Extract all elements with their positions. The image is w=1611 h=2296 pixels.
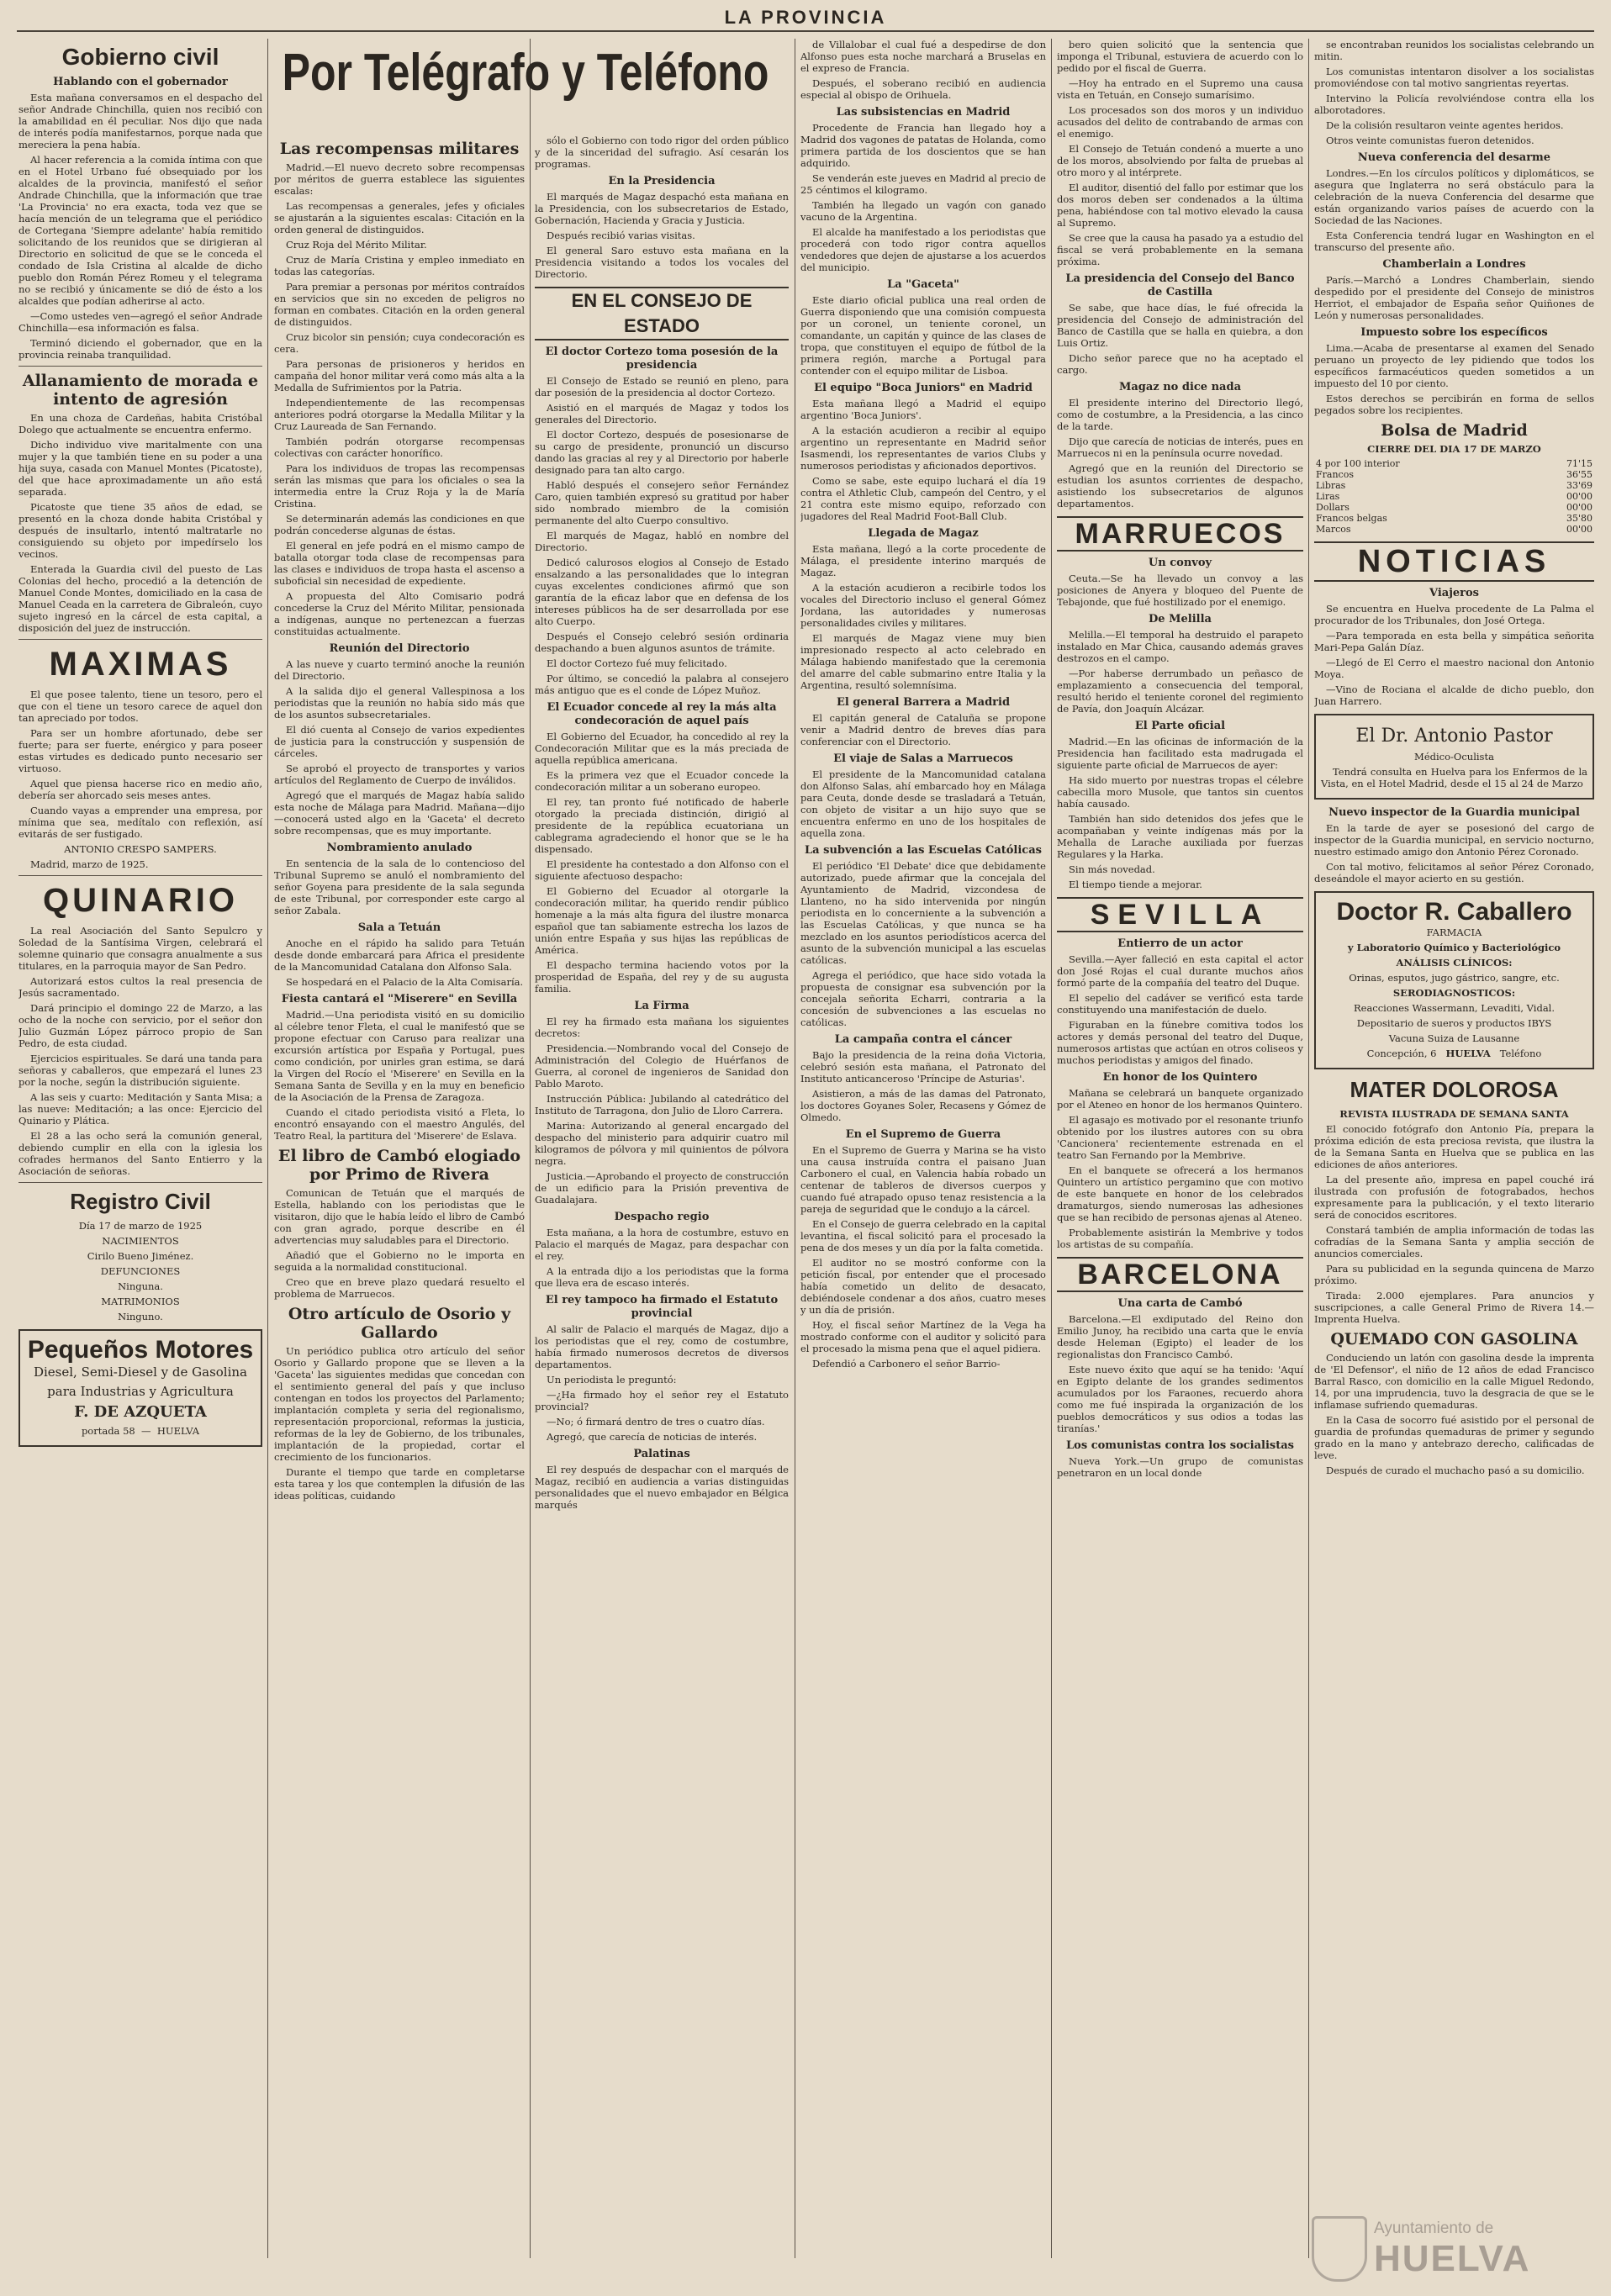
paragraph: De la colisión resultaron veinte agentes heridos. bbox=[1326, 119, 1564, 131]
paragraph: Hoy, el fiscal señor Martínez de la Vega ha mostrado conforme con el auditor y solicitó para el procesado la misma pena que el aquel pidiera. bbox=[800, 1319, 1046, 1354]
paragraph: Anoche en el rápido ha salido para Tetuán desde donde embarcará para Africa el presidente de la Mancomunidad Catalana don Alfonso Sala. bbox=[274, 937, 525, 973]
paragraph: Conduciendo un latón con gasolina desde la imprenta de 'El Defensor', el niño de 12 años de edad Francisco Barral Rasco, con domicilio en la calle Miguel Redondo, 14, por una imprudencia, tuvo la desgracia de que se le inflamase sufriendo quemaduras. bbox=[1314, 1352, 1594, 1411]
section-headline: MARRUECOS bbox=[1057, 516, 1303, 552]
article-headline: QUEMADO CON GASOLINA bbox=[1330, 1330, 1578, 1349]
paragraph: Después el Consejo celebró sesión ordinaria despachando a buen algunos asuntos de trámite. bbox=[535, 631, 789, 654]
paragraph: Madrid.—Una periodista visitó en su domicilio al célebre tenor Fleta, el cual le manifestó que se propone efectuar con Caruso para realizar una excursión artística por España y Portugal, pues como condición, por unirles gran estima, se dará la Virgen del Rocío el 'Miserere' en Sevilla en la Semana Santa de Sevilla y en la muy en beneficio de la Asociación de la Prensa de Zaragoza. bbox=[274, 1009, 525, 1103]
paragraph: A la estación acudieron a recibirle todos los vocales del Directorio incluso el general Gómez Jordana, las autoridades y numerosas personalidades civiles y militares. bbox=[800, 582, 1046, 629]
paragraph: Creo que en breve plazo quedará resuelto el problema de Marruecos. bbox=[274, 1276, 525, 1300]
paragraph: El que posee talento, tiene un tesoro, pero el que con el tiene un tesoro carece de aquel don tan apreciado por todos. bbox=[18, 689, 262, 724]
paragraph: El marqués de Magaz, habló en nombre del Directorio. bbox=[535, 530, 789, 553]
ad-footer-center: HUELVA bbox=[1445, 1048, 1491, 1059]
article-headline: El general Barrera a Madrid bbox=[836, 696, 1011, 709]
paragraph: En una choza de Cardeñas, habita Cristóbal Dolego que actualmente se encuentra enfermo. bbox=[18, 412, 262, 435]
paragraph: Cuando vayas a emprender una empresa, por mínima que sea, medítalo con reflexión, así evitarás de ser fustigado. bbox=[18, 805, 262, 840]
paragraph: A las seis y cuarto: Meditación y Santa Misa; a las nueve: Meditación; a las once: Ejercicio del Quinario y Plática. bbox=[18, 1091, 262, 1127]
column-5 bbox=[1057, 39, 1303, 2275]
paragraph: En el Consejo de guerra celebrado en la capital levantina, el fiscal solicitó para el procesado la pena de dos meses y un día por la falta cometida. bbox=[800, 1218, 1046, 1254]
paragraph: Cruz bicolor sin pensión; cuya condecoración es cera. bbox=[274, 331, 525, 355]
article-headline: La "Gaceta" bbox=[887, 278, 959, 291]
paragraph: Se aprobó el proyecto de transportes y varios artículos del Reglamento de Cuerpo de inválidos. bbox=[274, 763, 525, 786]
paragraph: El alcalde ha manifestado a los periodistas que procederá con todo rigor contra aquellos vendedores que dejen de ajustarse a los acuerdos del municipio. bbox=[800, 226, 1046, 273]
paragraph: El rey, tan pronto fué notificado de haberle otorgado la preciada distinción, dirigió al presidente de la república ecuatoriana un cablegrama agradeciendo el honor que se le ha dispensado. bbox=[535, 796, 789, 855]
paragraph: Por último, se concedió la palabra al consejero más antiguo que es el conde de López Muñoz. bbox=[535, 673, 789, 696]
paragraph: Después de curado el muchacho pasó a su domicilio. bbox=[1326, 1465, 1585, 1476]
paragraph: Para premiar a personas por méritos contraídos en servicios que sin no exceden de peligros no forman en combates. Citación en la orden general de distinguidos. bbox=[274, 281, 525, 328]
paragraph: El marqués de Magaz despachó esta mañana en la Presidencia, con los subsecretarios de Estado, Gobernación, Hacienda y Gracia y Justicia. bbox=[535, 191, 789, 226]
masthead bbox=[17, 7, 1594, 32]
bolsa-value: 36'55 bbox=[1566, 469, 1593, 480]
paragraph: Para su publicidad en la segunda quincena de Marzo próximo. bbox=[1314, 1263, 1594, 1286]
paragraph: Aquel que piensa hacerse rico en medio año, debería ser ahorcado seis meses antes. bbox=[18, 778, 262, 801]
paragraph: Constará también de amplia información de todas las cofradías de la Semana Santa y amplia sección de anuncios comerciales. bbox=[1314, 1224, 1594, 1259]
bolsa-label: Francos belgas bbox=[1316, 513, 1387, 524]
article-headline: Bolsa de Madrid bbox=[1381, 421, 1528, 440]
article-headline: QUINARIO bbox=[43, 882, 238, 919]
paragraph: El periódico 'El Debate' dice que debidamente autorizado, puede afirmar que la concejala del Ayuntamiento de Madrid, vizcondesa de Llanteno, no ha sido intervenida por ningún periodista en lo concerniente a la subvención a las Escuelas Católicas, y que nunca se ha mezclado en los asuntos periodísticos acerca del asunto de la subvención municipal a las escuelas católicas. bbox=[800, 860, 1046, 966]
ad-subtitle: FARMACIA bbox=[1426, 926, 1482, 938]
paragraph: El capitán general de Cataluña se propone venir a Madrid dentro de breves días para conferenciar con el Directorio. bbox=[800, 712, 1046, 747]
paragraph: —Llegó de El Cerro el maestro nacional don Antonio Moya. bbox=[1314, 657, 1594, 680]
article-headline: Una carta de Cambó bbox=[1117, 1297, 1243, 1310]
article-headline: Allanamiento de morada e intento de agresión bbox=[22, 372, 259, 409]
article-headline: La presidencia del Consejo del Banco de Castilla bbox=[1065, 272, 1295, 298]
paragraph: Sin más novedad. bbox=[1069, 863, 1155, 875]
paragraph: se encontraban reunidos los socialistas celebrando un mitin. bbox=[1314, 39, 1594, 62]
paragraph: Figuraban en la fúnebre comitiva todos los actores y demás personal del teatro del Duque, numerosos artistas que actúan en otros coliseos y muchos periodistas y amigos del finado. bbox=[1057, 1019, 1303, 1066]
paragraph: El tiempo tiende a mejorar. bbox=[1069, 879, 1202, 890]
column-rule bbox=[1308, 39, 1309, 2258]
ad-subtitle: Médico-Oculista bbox=[1414, 751, 1494, 763]
paragraph: Dará principio el domingo 22 de Marzo, a las ocho de la noche con servicio, por el señor don Julio Guzmán López párroco propio de San Pedro, de esta ciudad. bbox=[18, 1002, 262, 1049]
article-headline: Nuevo inspector de la Guardia municipal bbox=[1328, 806, 1580, 819]
article-headline: El Ecuador concede al rey la más alta condecoración de aquel país bbox=[547, 701, 777, 727]
paragraph: Londres.—En los círculos políticos y diplomáticos, se asegura que Inglaterra no será obstáculo para la celebración de la nueva Conferencia del desarme que están organizando varios países de acuerdo con la Sociedad de las Naciones. bbox=[1314, 167, 1594, 226]
ad-footer bbox=[1321, 1048, 1587, 1059]
article-headline: En el Supremo de Guerra bbox=[845, 1128, 1001, 1141]
paragraph: El Gobierno del Ecuador al otorgarle la condecoración militar, ha querido rendir público homenaje a la más alta figura del ilustre monarca español que tan sabiamente estrecha los lazos de unión entre España y sus hijas las repúblicas de América. bbox=[535, 885, 789, 956]
paragraph: El Gobierno del Ecuador, ha concedido al rey la Condecoración Militar que es la más preciada de aquella república americana. bbox=[535, 731, 789, 766]
article-headline: MAXIMAS bbox=[49, 646, 232, 683]
paragraph: El auditor no se mostró conforme con la petición fiscal, por entender que el procesado había cometido un delito de desacato, debiéndosele condenar a dos años, cuatro meses y un día de prisión. bbox=[800, 1257, 1046, 1316]
article-headline: Llegada de Magaz bbox=[868, 527, 979, 540]
article-headline: El equipo "Boca Juniors" en Madrid bbox=[814, 382, 1033, 394]
paragraph: Este diario oficial publica una real orden de Guerra disponiendo que una comisión compuesta por un coronel, un teniente coronel, un comandante, un capitán y quince de las clases de tropa, que constituyen el equipo de fútbol de la primera región, marche a Portugal para contender con el equipo militar de Lisboa. bbox=[800, 294, 1046, 377]
stamp-line-2: HUELVA bbox=[1374, 2238, 1531, 2279]
ad-title: Pequeños Motores bbox=[27, 1336, 254, 1364]
column-6 bbox=[1314, 39, 1594, 2275]
table-row bbox=[1314, 502, 1594, 513]
paragraph: Agrega el periódico, que hace sido votada la propuesta de consignar esa subvención por la concejala señorita Echarri, contraria a la concesión de subvenciones a las escuelas no católicas. bbox=[800, 969, 1046, 1028]
paragraph: También ha llegado un vagón con ganado vacuno de la Argentina. bbox=[800, 199, 1046, 223]
paragraph: de Villalobar el cual fué a despedirse de don Alfonso pues esta noche marchará a Bruselas en el expreso de Francia. bbox=[800, 39, 1046, 74]
paragraph: Justicia.—Aprobando el proyecto de construcción de un edificio para la Prisión preventiva de Guadalajara. bbox=[535, 1170, 789, 1206]
paragraph: Sevilla.—Ayer falleció en esta capital el actor don José Rojas el cual durante muchos años formó parte de la compañía del teatro del Duque. bbox=[1057, 953, 1303, 989]
paragraph: Marina: Autorizando al general encargado del despacho del ministerio para adquirir cuatro mil kilogramos de pólvora y mil quinientos de pólvora negra. bbox=[535, 1120, 789, 1167]
paragraph: Se encuentra en Huelva procedente de La Palma el procurador de los Tribunales, don José Ortega. bbox=[1314, 603, 1594, 626]
registry-value: Cirilo Bueno Jiménez. bbox=[87, 1250, 194, 1262]
article-headline: El viaje de Salas a Marruecos bbox=[833, 752, 1013, 765]
article-headline: Un convoy bbox=[1148, 557, 1212, 569]
section-headline: EN EL CONSEJO DE ESTADO bbox=[535, 287, 789, 340]
registry-label: DEFUNCIONES bbox=[100, 1265, 181, 1277]
article-headline: De Melilla bbox=[1149, 613, 1212, 625]
paragraph: Agregó que el marqués de Magaz había salido esta noche de Málaga para Madrid. Mañana—dijo—conocerá usted algo en la 'Gaceta' el decreto sobre recompensas, que es muy importante. bbox=[274, 789, 525, 837]
article-headline: En honor de los Quintero bbox=[1102, 1071, 1258, 1084]
section-headline: NOTICIAS bbox=[1314, 541, 1594, 582]
article-headline: La Firma bbox=[634, 1000, 689, 1012]
paragraph: Bajo la presidencia de la reina doña Victoria, celebró sesión esta mañana, el Patronato del Instituto anticanceroso 'Príncipe de Asturias'. bbox=[800, 1049, 1046, 1085]
paragraph: Como se sabe, este equipo luchará el día 19 contra el Athletic Club, campeón del Centro, y el 21 contra este mismo equipo, reforzado con jugadores del Real Madrid Foot-Ball Club. bbox=[800, 475, 1046, 522]
table-row bbox=[1314, 458, 1594, 469]
article-headline: Registro Civil bbox=[70, 1189, 211, 1214]
article-headline: Nombramiento anulado bbox=[326, 842, 473, 854]
paragraph: Asistió en el marqués de Magaz y todos los generales del Directorio. bbox=[535, 402, 789, 425]
paragraph: Terminó diciendo el gobernador, que en la provincia reinaba tranquilidad. bbox=[18, 337, 262, 361]
article-headline: Impuesto sobre los específicos bbox=[1360, 326, 1548, 339]
article-headline: Despacho regio bbox=[614, 1211, 710, 1223]
paragraph: Dijo que carecía de noticias de interés, pues en Marruecos ni en la península ocurre novedad. bbox=[1057, 435, 1303, 459]
paragraph: El auditor, disentió del fallo por estimar que los dos moros deben ser condenados a la última pena, habiéndose con tal motivo elevado la causa al Supremo. bbox=[1057, 182, 1303, 229]
paragraph: A la salida dijo el general Vallespinosa a los periodistas que la reunión no había sido más que de los asuntos subsecretariales. bbox=[274, 685, 525, 720]
table-row bbox=[1314, 513, 1594, 524]
paragraph: Habló después el consejero señor Fernández Caro, quien también expresó su gratitud por haber sido nombrado miembro de la comisión permanente del alto Cuerpo consultivo. bbox=[535, 479, 789, 526]
paragraph: El dió cuenta al Consejo de varios expedientes de justicia para la construcción y suspensión de cárceles. bbox=[274, 724, 525, 759]
paragraph: En el Supremo de Guerra y Marina se ha visto una causa instruída contra el paisano Juan Carbonero el cual, en Valencia había robado un centenar de tableros de diversos cuerpos y cuando fué atrapado opuso tenaz resistencia a la pareja de seguridad que le condujo a la cárcel. bbox=[800, 1144, 1046, 1215]
registry-label: NACIMIENTOS bbox=[102, 1235, 179, 1247]
paragraph: Dicho señor parece que no ha aceptado el cargo. bbox=[1057, 352, 1303, 376]
ad-footer-right: Teléfono bbox=[1499, 1048, 1542, 1059]
article-headline: MATER DOLOROSA bbox=[1350, 1077, 1559, 1102]
paragraph: En la Casa de socorro fué asistido por el personal de guardia de profundas quemaduras de primer y segundo grado en la mano y antebrazo derecho, calificadas de leve. bbox=[1314, 1414, 1594, 1461]
paragraph: También han sido detenidos dos jefes que le acompañaban y veinte indígenas más por la Mehalla de Larache auxiliada por fuerzas Regulares y la Harka. bbox=[1057, 813, 1303, 860]
bolsa-label: Liras bbox=[1316, 491, 1340, 502]
paragraph: Los procesados son dos moros y un individuo acusados del delito de contrabando de armas con el enemigo. bbox=[1057, 104, 1303, 140]
paragraph: Picatoste que tiene 35 años de edad, se presentó en la choza donde habita Cristóbal y después de insultarlo, intentó maltratarle no consiguiendo su objeto por impedírselo los vecinos. bbox=[18, 501, 262, 560]
paragraph: El sepelio del cadáver se verificó esta tarde constituyendo una manifestación de duelo. bbox=[1057, 992, 1303, 1016]
paragraph: Para personas de prisioneros y heridos en campaña del honor militar verá como más alta a la Medalla de Sufrimientos por la Patria. bbox=[274, 358, 525, 393]
article-headline: Las subsistencias en Madrid bbox=[836, 106, 1011, 119]
article-headline: Los comunistas contra los socialistas bbox=[1066, 1439, 1294, 1452]
paragraph: —Hoy ha entrado en el Supremo una causa vista en Tetuán, en Consejo sumarísimo. bbox=[1057, 77, 1303, 101]
paragraph: Cruz Roja del Mérito Militar. bbox=[286, 239, 427, 251]
section-headline: SEVILLA bbox=[1057, 897, 1303, 932]
paragraph: Esta mañana, llegó a la corte procedente de Málaga, el presidente interino marqués de Magaz. bbox=[800, 543, 1046, 578]
paragraph: El conocido fotógrafo don Antonio Pía, prepara la próxima edición de esta preciosa revista, que ilustra la de la Semana Santa en Huelva que se publica en las ediciones de años anteriores. bbox=[1314, 1123, 1594, 1170]
article-headline: El libro de Cambó elogiado por Primo de Rivera bbox=[277, 1147, 521, 1184]
article-headline: Otro artículo de Osorio y Gallardo bbox=[288, 1305, 511, 1342]
newspaper-title: LA PROVINCIA bbox=[724, 7, 887, 28]
paragraph: Independientemente de las recompensas anteriores podrá otorgarse la Medalla Militar y la Cruz Laureada de San Fernando. bbox=[274, 397, 525, 432]
bolsa-value: 00'00 bbox=[1566, 491, 1593, 502]
paragraph: En sentencia de la sala de lo contencioso del Tribunal Supremo se anuló el nombramiento del señor Goyena para presidente de la sala segunda de este Tribunal, por corresponder este cargo al señor Zabala. bbox=[274, 858, 525, 916]
bolsa-value: 00'00 bbox=[1566, 524, 1593, 535]
archive-stamp bbox=[1312, 2203, 1589, 2287]
paragraph: El general en jefe podrá en el mismo campo de batalla otorgar toda clase de recompensas para las clases e individuos de tropa hasta el ascenso a suboficial sin necesidad de expediente. bbox=[274, 540, 525, 587]
ad-line: Vacuna Suiza de Lausanne bbox=[1388, 1032, 1520, 1044]
article-headline: Nueva conferencia del desarme bbox=[1357, 151, 1551, 164]
paragraph: —Como ustedes ven—agregó el señor Andrade Chinchilla—esa información es falsa. bbox=[18, 310, 262, 334]
paragraph: Es la primera vez que el Ecuador concede la condecoración militar a un soberano europeo. bbox=[535, 769, 789, 793]
ad-title: El Dr. Antonio Pastor bbox=[1355, 726, 1553, 747]
paragraph: A la entrada dijo a los periodistas que la forma que lleva era de escaso interés. bbox=[535, 1265, 789, 1289]
bolsa-subheadline: CIERRE DEL DIA 17 DE MARZO bbox=[1367, 443, 1541, 455]
article-subheadline: Hablando con el gobernador bbox=[53, 76, 228, 88]
registry-value: Ninguno. bbox=[118, 1311, 163, 1322]
paragraph: Añadió que el Gobierno no le importa en seguida a la normalidad constitucional. bbox=[274, 1249, 525, 1273]
divider bbox=[18, 875, 262, 876]
paragraph: El general Saro estuvo esta mañana en la Presidencia visitando a todos los vocales del Directorio. bbox=[535, 245, 789, 280]
registry-date: Día 17 de marzo de 1925 bbox=[78, 1220, 203, 1232]
paragraph: Con tal motivo, felicitamos al señor Pérez Coronado, deseándole el mayor acierto en su gestión. bbox=[1314, 861, 1594, 884]
section-headline: BARCELONA bbox=[1057, 1257, 1303, 1292]
paragraph: Un periodista le preguntó: bbox=[547, 1374, 677, 1386]
ad-line: Diesel, Semi-Diesel y de Gasolina bbox=[33, 1364, 248, 1380]
ad-title: Doctor R. Caballero bbox=[1336, 898, 1572, 926]
paragraph: Estos derechos se percibirán en forma de sellos pegados sobre los recipientes. bbox=[1314, 393, 1594, 416]
article-headline: Sala a Tetuán bbox=[357, 921, 441, 934]
paragraph: El rey ha firmado esta mañana los siguientes decretos: bbox=[535, 1016, 789, 1039]
paragraph: Para ser un hombre afortunado, debe ser fuerte; para ser fuerte, enérgico y para poseer estas virtudes es dedicado punto necesario ser virtuoso. bbox=[18, 727, 262, 774]
ad-text: Tendrá consulta en Huelva para los Enfermos de la Vista, en el Hotel Madrid, desde el 15 al 24 de Marzo bbox=[1321, 766, 1587, 789]
paragraph: Madrid.—En las oficinas de información de la Presidencia han facilitado esta madrugada el siguiente parte oficial de Marruecos de ayer: bbox=[1057, 736, 1303, 771]
paragraph: —Por haberse derrumbado un peñasco de emplazamiento a consecuencia del temporal, resultó herido el teniente coronel del regimiento de Pavía, don Joaquín Alcázar. bbox=[1057, 668, 1303, 715]
paragraph: Se venderán este jueves en Madrid al precio de 25 céntimos el kilogramo. bbox=[800, 172, 1046, 196]
paragraph: Dicho individuo vive maritalmente con una mujer y la que también tiene en su poder a una hija suya, casada con Manuel Montes (Picatoste), del que hace aproximadamente un año está separada. bbox=[18, 439, 262, 498]
paragraph: El marqués de Magaz viene muy bien impresionado respecto al acto celebrado en Málaga habiendo manifestado que la ceremonia del amarre del cable submarino entre Italia y la Argentina, resultó solemnísima. bbox=[800, 632, 1046, 691]
paragraph: París.—Marchó a Londres Chamberlain, siendo despedido por el presidente del Consejo de ministros Herriot, el embajador de España señor Quiñones de León y numerosas personalidades. bbox=[1314, 274, 1594, 321]
advertisement-motores bbox=[18, 1329, 262, 1447]
bolsa-table bbox=[1314, 458, 1594, 535]
paragraph: Se determinarán además las condiciones en que podrán concederse algunas de éstas. bbox=[274, 513, 525, 536]
advertisement-caballero bbox=[1314, 891, 1594, 1069]
article-headline: Reunión del Directorio bbox=[329, 642, 470, 655]
paragraph: Lima.—Acaba de presentarse al examen del Senado peruano un proyecto de ley pidiendo que todos los específicos farmacéuticos queden sometidos a un impuesto del 10 por ciento. bbox=[1314, 342, 1594, 389]
paragraph: Agregó que en la reunión del Directorio se estudian los asuntos corrientes de despacho, asistiendo los subsecretarios de algunos departamentos. bbox=[1057, 462, 1303, 509]
paragraph: Los comunistas intentaron disolver a los socialistas promoviéndose con tal motivo sangrientas reyertas. bbox=[1314, 66, 1594, 89]
article-headline: El rey tampoco ha firmado el Estatuto provincial bbox=[545, 1294, 779, 1320]
paragraph: El 28 a las ocho será la comunión general, debiendo cumplir en ella con la iglesia los cofrades hermanos del Santo Entierro y la Asociación de señoras. bbox=[18, 1130, 262, 1177]
paragraph: Esta mañana conversamos en el despacho del señor Andrade Chinchilla, quien nos recibió con la amabilidad en él peculiar. Nos dijo que nada de interés podía manifestarnos, porque nada que mereciera la pena había. bbox=[18, 92, 262, 150]
article-headline: La subvención a las Escuelas Católicas bbox=[805, 844, 1042, 857]
paragraph: Al hacer referencia a la comida íntima con que en el Hotel Urbano fué obsequiado por los alcaldes de la provincia, manifestó el señor Andrade Chinchilla, que la información que trae 'La Provincia' no era exacta, toda vez que se hacía mención de un telegrama que el periódico de Cortegana 'Siempre adelante' había remitido solicitando de los reunidos que se dirigieran al Directorio en solicitud de que se le conceda el condado de Isla Cristina al alcalde de dicho pueblo don Román Pérez Romeu y el telegrama no se recibió y únicamente se dió de ésto a los alcaldes que podían adherirse al acto. bbox=[18, 154, 262, 307]
bolsa-label: Libras bbox=[1316, 480, 1346, 491]
paragraph: El presidente interino del Directorio llegó, como de costumbre, a la Presidencia, a las cinco de la tarde. bbox=[1057, 397, 1303, 432]
ad-footer-left: Concepción, 6 bbox=[1366, 1048, 1437, 1059]
paragraph: Un periódico publica otro artículo del señor Osorio y Gallardo propone que se lleven a la 'Gaceta' las siguientes medidas que concedan con el sentimiento general del país y que incluso contengan en todos los proyectos del Parlamento; implantación completa y seria del regionalismo, representación proporcional, reformas la justicia, reformas de la ley de Gobierno, de los tribunales, implantación de la propiedad, cortar el crecimiento de los funcionarios. bbox=[274, 1345, 525, 1463]
paragraph: El Consejo de Tetuán condenó a muerte a uno de los moros, absolviendo por falta de pruebas al otro moro y al intérprete. bbox=[1057, 143, 1303, 178]
paragraph: Asistieron, a más de las damas del Patronato, los doctores Goyanes Soler, Recasens y Gómez de Olmedo. bbox=[800, 1088, 1046, 1123]
paragraph: Procedente de Francia han llegado hoy a Madrid dos vagones de patatas de Holanda, como primera partida de los doscientos que se han adquirido. bbox=[800, 122, 1046, 169]
ad-subtitle: y Laboratorio Químico y Bacteriológico bbox=[1347, 942, 1561, 953]
paragraph: Agregó, que carecía de noticias de interés. bbox=[547, 1431, 758, 1443]
bolsa-value: 71'15 bbox=[1566, 458, 1593, 469]
column-rule bbox=[1051, 39, 1052, 2258]
column-rule bbox=[267, 39, 268, 2258]
column-2-body bbox=[274, 135, 525, 2275]
paragraph: Para los individuos de tropas las recompensas serán las mismas que para los oficiales o sea la intermedia entre la Cruz Roja y la de María Cristina. bbox=[274, 462, 525, 509]
paragraph: Se cree que la causa ha pasado ya a estudio del fiscal se verá probablemente en la semana próxima. bbox=[1057, 232, 1303, 267]
paragraph: —No; ó firmará dentro de tres o cuatro días. bbox=[547, 1416, 765, 1428]
paragraph: sólo el Gobierno con todo rigor del orden público y de la sinceridad del sufragio. Así cesarán los programas. bbox=[535, 135, 789, 170]
registry-value: Ninguna. bbox=[118, 1280, 163, 1292]
ad-line: Orinas, esputos, jugo gástrico, sangre, etc. bbox=[1349, 972, 1560, 984]
paragraph: Después recibió varias visitas. bbox=[547, 230, 695, 241]
author-signature: ANTONIO CRESPO SAMPERS. bbox=[64, 843, 217, 855]
table-row bbox=[1314, 524, 1594, 535]
article-subheadline: REVISTA ILUSTRADA DE SEMANA SANTA bbox=[1339, 1108, 1569, 1120]
paragraph: Madrid.—El nuevo decreto sobre recompensas por méritos de guerra establece las siguientes escalas: bbox=[274, 161, 525, 197]
paragraph: Las recompensas a generales, jefes y oficiales se ajustarán a la siguientes escalas: Citación en la orden general de distinguidos. bbox=[274, 200, 525, 235]
column-1 bbox=[18, 39, 262, 2275]
paragraph: La real Asociación del Santo Sepulcro y Soledad de la Santísima Virgen, celebrará el solemne quinario que consagra anualmente a sus titulares, en la parroquia mayor de San Pedro. bbox=[18, 925, 262, 972]
paragraph: Dedicó calurosos elogios al Consejo de Estado ensalzando a las personalidades que lo integran cuyas excelentes condiciones afirmó que son garantía de la eficaz labor que en defensa de los intereses públicos ha de ser desarrollada por ese alto Cuerpo. bbox=[535, 557, 789, 627]
paragraph: Barcelona.—El exdiputado del Reino don Emilio Junoy, ha recibido una carta que le envía desde Heleman (Egipto) el leader de los regionalistas don Francisco Cambó. bbox=[1057, 1313, 1303, 1360]
article-headline: Las recompensas militares bbox=[279, 140, 520, 158]
paragraph: —Para temporada en esta bella y simpática señorita Mari-Pepa Galán Díaz. bbox=[1314, 630, 1594, 653]
article-headline: Gobierno civil bbox=[61, 44, 219, 70]
paragraph: Melilla.—El temporal ha destruido el parapeto instalado en Mar Chica, causando además graves destrozos en el campo. bbox=[1057, 629, 1303, 664]
article-headline: El doctor Cortezo toma posesión de la presidencia bbox=[545, 346, 779, 372]
paragraph: El doctor Cortezo, después de posesionarse de su cargo de presidente, pronunció un discurso dando las gracias al rey y al Directorio por haberle designado para tan alto cargo. bbox=[535, 429, 789, 476]
bolsa-label: Francos bbox=[1316, 469, 1354, 480]
paragraph: Se sabe, que hace días, le fué ofrecida la presidencia del Consejo de administración del Banco de Castilla que se halla en quiebra, a don Luis Ortiz. bbox=[1057, 302, 1303, 349]
stamp-line-1: Ayuntamiento de bbox=[1374, 2219, 1494, 2237]
paragraph: Mañana se celebrará un banquete organizado por el Ateneo en honor de los hermanos Quintero. bbox=[1057, 1087, 1303, 1111]
paragraph: El rey después de despachar con el marqués de Magaz, recibió en audiencia a varias distinguidas personalidades que el nuevo embajador en Bélgica marqués bbox=[535, 1464, 789, 1511]
paragraph: El presidente ha contestado a don Alfonso con el siguiente afectuoso despacho: bbox=[535, 858, 789, 882]
paragraph: A las nueve y cuarto terminó anoche la reunión del Directorio. bbox=[274, 658, 525, 682]
paragraph: Cruz de María Cristina y empleo inmediato en todas las categorías. bbox=[274, 254, 525, 277]
article-headline: Fiesta cantará el "Miserere" en Sevilla bbox=[281, 993, 518, 1005]
ad-address-text: portada 58 bbox=[81, 1425, 135, 1437]
bolsa-value: 00'00 bbox=[1566, 502, 1593, 513]
paragraph: Presidencia.—Nombrando vocal del Consejo de Administración del Colegio de Huérfanos de Guerra, al coronel de ingenieros de Sanidad don Pablo Maroto. bbox=[535, 1042, 789, 1090]
paragraph: Ha sido muerto por nuestras tropas el célebre cabecilla moro Musole, que tantos sin cuentos había causado. bbox=[1057, 774, 1303, 810]
paragraph: El doctor Cortezo fué muy felicitado. bbox=[547, 657, 727, 669]
bolsa-label: Marcos bbox=[1316, 524, 1351, 535]
dateline: Madrid, marzo de 1925. bbox=[30, 858, 149, 870]
paragraph: Nueva York.—Un grupo de comunistas penetraron en un local donde bbox=[1057, 1455, 1303, 1479]
bolsa-label: 4 por 100 interior bbox=[1316, 458, 1400, 469]
paragraph: Esta mañana llegó a Madrid el equipo argentino 'Boca Juniors'. bbox=[800, 398, 1046, 421]
paragraph: Cuando el citado periodista visitó a Fleta, lo encontró ensayando con el maestro Angulés, del Teatro Real, la partitura del 'Miserere' de Eslava. bbox=[274, 1106, 525, 1142]
paragraph: El Consejo de Estado se reunió en pleno, para dar posesión de la presidencia al doctor Cortezo. bbox=[535, 375, 789, 399]
article-headline: Magaz no dice nada bbox=[1118, 381, 1241, 393]
paragraph: En el banquete se ofrecerá a los hermanos Quintero un artístico pergamino que con motivo de este banquete en honor de los celebrados dramaturgos, siendo numerosas las adhesiones que se han recibido de personas ajenas al Ateneo. bbox=[1057, 1164, 1303, 1223]
article-headline: La campaña contra el cáncer bbox=[834, 1033, 1012, 1046]
ad-city: HUELVA bbox=[156, 1425, 200, 1437]
paragraph: Probablemente asistirán la Membrive y todos los artistas de su compañía. bbox=[1057, 1227, 1303, 1250]
paragraph: Esta Conferencia tendrá lugar en Washington en el transcurso del presente año. bbox=[1314, 230, 1594, 253]
paragraph: Se hospedará en el Palacio de la Alta Comisaría. bbox=[286, 976, 524, 988]
paragraph: Enterada la Guardia civil del puesto de Las Colonias del hecho, procedió a la detención de Manuel Conde Montes, domiciliado en la casa de Manuel Ceada en la carretera de Gibraleón, cuyo sujeto ingresó en la cárcel de esta capital, a disposición del juez de instrucción. bbox=[18, 563, 262, 634]
paragraph: Esta mañana, a la hora de costumbre, estuvo en Palacio el marqués de Magaz, para despachar con el rey. bbox=[535, 1227, 789, 1262]
article-headline: Palatinas bbox=[633, 1448, 690, 1460]
paragraph: Durante el tiempo que tarde en completarse esta tarea y los que contemplen la difusión de las ideas políticas, cuidando bbox=[274, 1466, 525, 1502]
paragraph: Tirada: 2.000 ejemplares. Para anuncios y suscripciones, a calle General Primo de Rivera 14.—Imprenta Huelva. bbox=[1314, 1290, 1594, 1325]
paragraph: —Vino de Rociana el alcalde de dicho pueblo, don Juan Harrero. bbox=[1314, 684, 1594, 707]
bolsa-value: 33'69 bbox=[1566, 480, 1593, 491]
divider bbox=[18, 1182, 262, 1183]
paragraph: —¿Ha firmado hoy el señor rey el Estatuto provincial? bbox=[535, 1389, 789, 1412]
divider bbox=[18, 366, 262, 367]
article-headline: Chamberlain a Londres bbox=[1382, 258, 1526, 271]
table-row bbox=[1314, 480, 1594, 491]
paragraph: El agasajo es motivado por el resonante triunfo obtenido por los ilustres autores con su obra 'Cancionera' recientemente estrenada en el teatro San Fernando por la Membrive. bbox=[1057, 1114, 1303, 1161]
advertisement-pastor bbox=[1314, 714, 1594, 800]
ad-company: F. DE AZQUETA bbox=[74, 1403, 207, 1421]
divider bbox=[18, 639, 262, 640]
paragraph: Intervino la Policía revolviéndose contra ella los alborotadores. bbox=[1314, 92, 1594, 116]
article-headline: En la Presidencia bbox=[608, 175, 716, 187]
table-row bbox=[1314, 469, 1594, 480]
paragraph: El despacho termina haciendo votos por la prosperidad de España, del rey y de su augusta familia. bbox=[535, 959, 789, 995]
paragraph: Después, el soberano recibió en audiencia especial al obispo de Orihuela. bbox=[800, 77, 1046, 101]
article-headline: Viajeros bbox=[1429, 587, 1480, 599]
paragraph: También podrán otorgarse recompensas colectivas con carácter honorífico. bbox=[274, 435, 525, 459]
column-3 bbox=[535, 135, 789, 2275]
ad-line: para Industrias y Agricultura bbox=[47, 1384, 234, 1399]
ad-address: portada 58 — HUELVA bbox=[81, 1425, 200, 1437]
paragraph: Ceuta.—Se ha llevado un convoy a las posiciones de Anyera y bloqueo del Puente de Tebajonde, que fué hostilizado por el enemigo. bbox=[1057, 573, 1303, 608]
table-row bbox=[1314, 491, 1594, 502]
paragraph: Defendió a Carbonero el señor Barrio- bbox=[812, 1358, 1001, 1370]
ad-line: SERODIAGNOSTICOS: bbox=[1392, 987, 1516, 999]
paragraph: Al salir de Palacio el marqués de Magaz, dijo a los periodistas que el rey, como de costumbre, había firmado numerosos decretos de diversos departamentos. bbox=[535, 1323, 789, 1370]
column-4 bbox=[800, 39, 1046, 2275]
paragraph: Otros veinte comunistas fueron detenidos. bbox=[1326, 135, 1534, 146]
paragraph: A propuesta del Alto Comisario podrá concederse la Cruz del Mérito Militar, pensionada a indígenas, aunque no pertenezcan a fuerzas constituidas actualmente. bbox=[274, 590, 525, 637]
paragraph: Instrucción Pública: Jubilando al catedrático del Instituto de Tarragona, don Julio de Lloro Carrera. bbox=[535, 1093, 789, 1116]
paragraph: La del presente año, impresa en papel couché irá ilustrada con profusión de fotograbados, hechos expresamente para la publicación, y el texto literario será de conocidos escritores. bbox=[1314, 1174, 1594, 1221]
paragraph: A la estación acudieron a recibir al equipo argentino un representante en Madrid señor Isasmendi, los representantes de varios Clubs y numerosos periodistas y aficionados deportivos. bbox=[800, 425, 1046, 472]
bolsa-value: 35'80 bbox=[1566, 513, 1593, 524]
bolsa-label: Dollars bbox=[1316, 502, 1350, 513]
paragraph: En la tarde de ayer se posesionó del cargo de inspector de la Guardia municipal, en servicio nocturno, nuestro estimado amigo don Antonio Pérez Coronado. bbox=[1314, 822, 1594, 858]
ad-line: Depositario de sueros y productos IBYS bbox=[1356, 1017, 1552, 1029]
article-headline: Entierro de un actor bbox=[1117, 937, 1243, 950]
paragraph: bero quien solicitó que la sentencia que imponga el Tribunal, estuviera de acuerdo con lo pedido por el fiscal de Guerra. bbox=[1057, 39, 1303, 74]
paragraph: Comunican de Tetuán que el marqués de Estella, hablando con los periodistas que le visitaron, dijo que le había leído el libro de Cambó con gran agrado, porque describe en él advertencias muy saludables para el Directorio. bbox=[274, 1187, 525, 1246]
paragraph: El presidente de la Mancomunidad catalana don Alfonso Salas, ahí embarcado hoy en Málaga para Ceuta, donde desde se trasladará a Tetuán, con objeto de visitar a un hijo suyo que se encuentra enfermo en uno de los hospitales de aquella zona. bbox=[800, 768, 1046, 839]
paragraph: Ejercicios espirituales. Se dará una tanda para señoras y caballeros, que empezará el lunes 23 por la noche, según la distribución siguiente. bbox=[18, 1053, 262, 1088]
registry-label: MATRIMONIOS bbox=[101, 1296, 180, 1307]
paragraph: Este nuevo éxito que aquí se ha tenido: 'Aquí en Egipto delante de los grandes sedimentos acumulados por los Faraones, recuerdo ahora como me fué inspirada la organización de los pueblos democráticos y sus odios a todas las tiranías.' bbox=[1057, 1364, 1303, 1434]
ad-line: ANÁLISIS CLÍNICOS: bbox=[1396, 957, 1513, 969]
article-headline: El Parte oficial bbox=[1134, 720, 1226, 732]
paragraph: Autorizará estos cultos la real presencia de Jesús sacramentado. bbox=[18, 975, 262, 999]
section-banner: Por Telégrafo y Teléfono bbox=[282, 42, 769, 102]
ad-line: Reacciones Wassermann, Levaditi, Vidal. bbox=[1353, 1002, 1556, 1014]
crest-icon bbox=[1312, 2216, 1367, 2282]
